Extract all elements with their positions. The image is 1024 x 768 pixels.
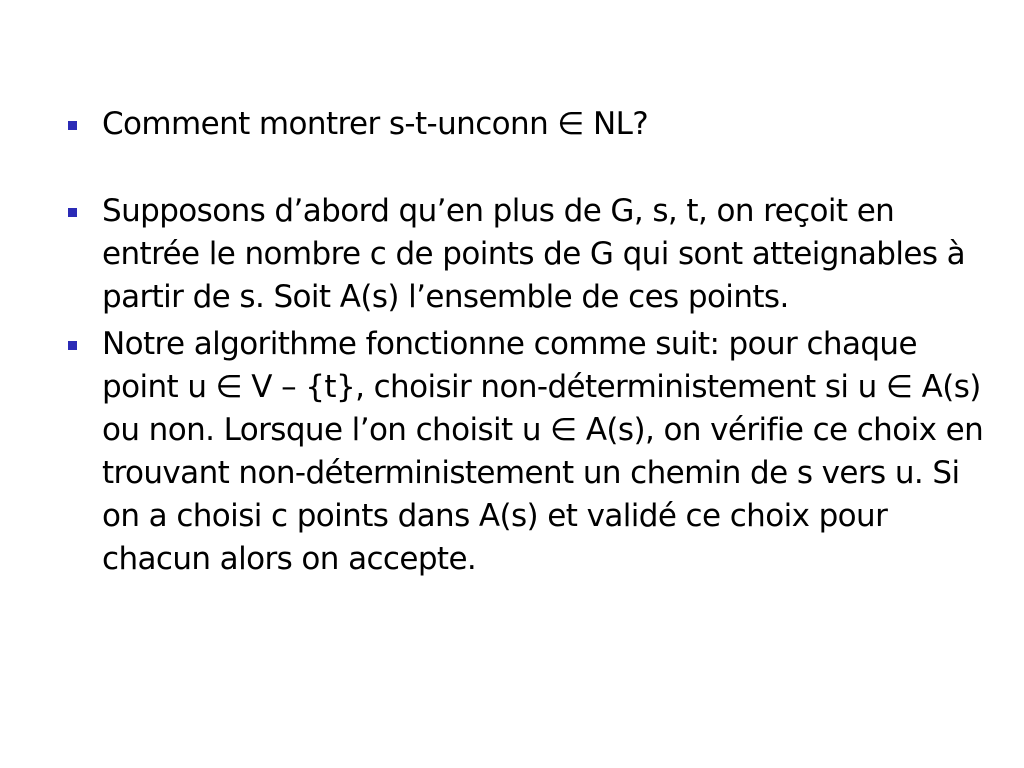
bullet-item-assumption [68, 190, 988, 319]
square-bullet-icon [68, 208, 77, 217]
bullet-text: Supposons d’abord qu’en plus de G, s, t, on reçoit en entrée le nombre c de points de G qui sont atteignables à partir de s. Soit A(s) l’ensemble de ces points. [102, 193, 966, 315]
bullet-item-question [68, 103, 988, 146]
bullet-item-algorithm [68, 323, 988, 581]
square-bullet-icon [68, 341, 77, 350]
bullet-text: Notre algorithme fonctionne comme suit: pour chaque point u ∈ V – {t}, choisir non-déterministement si u ∈ A(s) ou non. Lorsque l’on choisit u ∈ A(s), on vérifie ce choix en trouvant non-déterministement un chemin de s vers u. Si on a choisi c points dans A(s) et validé ce choix pour chacun alors on accepte. [102, 326, 984, 577]
square-bullet-icon [68, 121, 77, 130]
bullet-list [68, 103, 988, 581]
bullet-text: Comment montrer s-t-unconn ∈ NL? [102, 106, 649, 142]
